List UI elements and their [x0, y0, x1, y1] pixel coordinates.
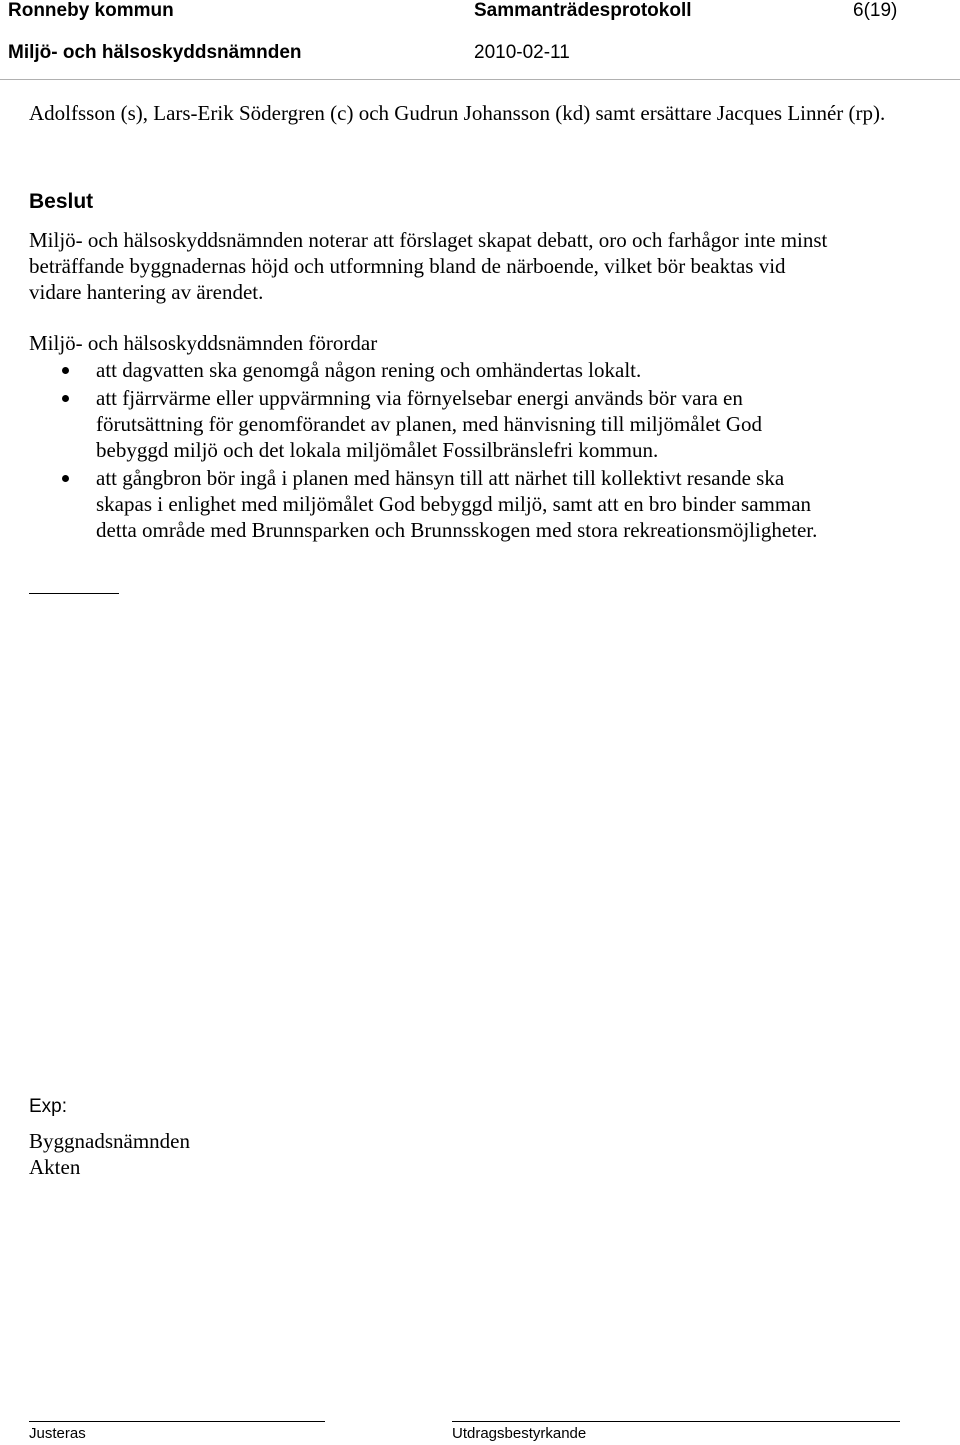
recipient-akten: Akten — [29, 1155, 81, 1179]
intro-paragraph: Adolfsson (s), Lars-Erik Södergren (c) och Gudrun Johansson (kd) samt ersättare Jacques Linnér (rp). — [29, 101, 886, 125]
bullet-icon — [62, 475, 69, 482]
section-end-line — [29, 593, 119, 594]
bullet-icon — [62, 395, 69, 402]
list-item-text: att fjärrvärme eller uppvärmning via förnyelsebar energi används bör vara en förutsättning för genomförandet av planen, med hänvisning till miljömålet God bebyggd miljö och det lokala miljömålet Fossilbränslefri kommun. — [96, 386, 763, 462]
list-item — [0, 357, 796, 383]
signature-line-justeras — [29, 1421, 325, 1422]
document-type: Sammanträdesprotokoll — [474, 0, 692, 21]
municipality-name: Ronneby kommun — [8, 0, 174, 21]
page-number: 6(19) — [853, 0, 898, 21]
list-item — [0, 465, 826, 543]
beslut-paragraph: Miljö- och hälsoskyddsnämnden noterar att förslaget skapat debatt, oro och farhågor inte minst beträffande byggnadernas höjd och utformning bland de närboende, vilket bör beaktas vid vidare hantering av ärendet. — [29, 228, 828, 304]
committee-name: Miljö- och hälsoskyddsnämnden — [8, 42, 302, 63]
section-heading-beslut: Beslut — [29, 190, 94, 213]
exp-label: Exp: — [29, 1096, 68, 1117]
footer-utdragsbestyrkande: Utdragsbestyrkande — [452, 1425, 587, 1442]
bullet-icon — [62, 367, 69, 374]
list-item-text: att dagvatten ska genomgå någon rening och omhändertas lokalt. — [96, 358, 642, 382]
meeting-date: 2010-02-11 — [474, 42, 570, 63]
recipient-byggnadsnamnden: Byggnadsnämnden — [29, 1129, 190, 1153]
header-divider — [0, 79, 960, 80]
footer-justeras: Justeras — [29, 1425, 86, 1442]
recommends-line: Miljö- och hälsoskyddsnämnden förordar — [29, 331, 378, 355]
recommendation-list — [0, 357, 900, 545]
list-item-text: att gångbron bör ingå i planen med hänsyn till att närhet till kollektivt resande ska skapas i enlighet med miljömålet God bebyggd miljö, samt att en bro binder samman detta område med Brunnsparken och Brunnsskogen med stora rekreationsmöjligheter. — [96, 466, 818, 542]
signature-line-utdragsbestyrkande — [452, 1421, 900, 1422]
list-item — [0, 385, 821, 463]
